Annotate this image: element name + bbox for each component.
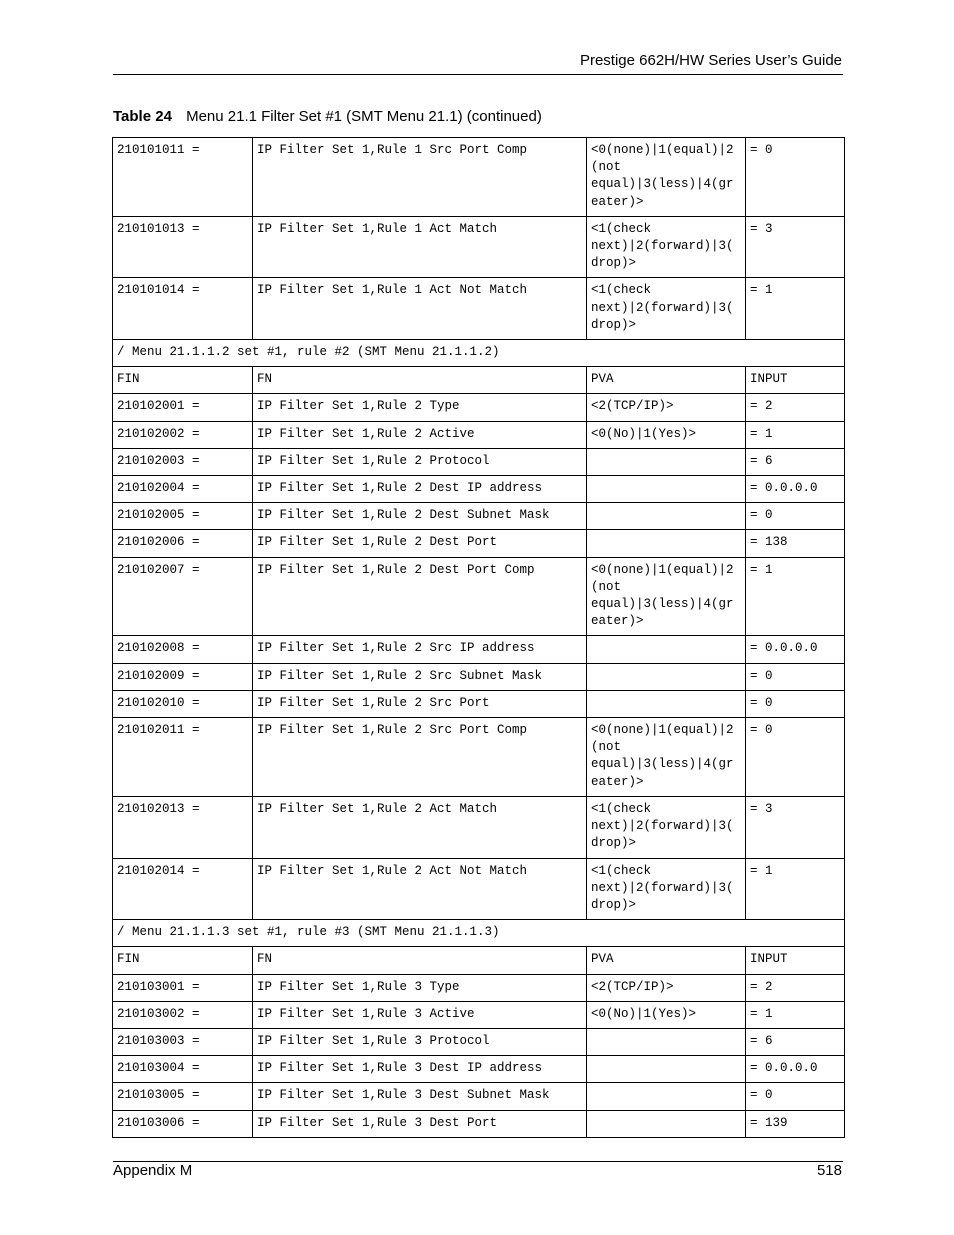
fn-cell: IP Filter Set 1,Rule 2 Act Match (253, 796, 587, 858)
fin-cell: 210103005 = (113, 1083, 253, 1110)
pva-cell (587, 530, 746, 557)
table-row (113, 503, 845, 530)
pva-cell (587, 448, 746, 475)
fn-cell: IP Filter Set 1,Rule 2 Src Port (253, 690, 587, 717)
fin-cell: 210102004 = (113, 476, 253, 503)
input-cell: = 1 (746, 858, 845, 920)
table-caption-label: Table 24 (113, 108, 172, 125)
fn-cell: IP Filter Set 1,Rule 3 Protocol (253, 1028, 587, 1055)
input-cell: = 6 (746, 1028, 845, 1055)
pva-cell (587, 1056, 746, 1083)
section-row (113, 920, 845, 947)
pva-cell (587, 690, 746, 717)
fn-cell: IP Filter Set 1,Rule 2 Dest Subnet Mask (253, 503, 587, 530)
input-cell: INPUT (746, 947, 845, 974)
page-header-title: Prestige 662H/HW Series User’s Guide (579, 52, 842, 69)
table-row (113, 796, 845, 858)
table-row (113, 974, 845, 1001)
table-row (113, 448, 845, 475)
pva-cell: <0(none)|1(equal)|2(not equal)|3(less)|4(greater)> (587, 138, 746, 217)
input-cell: = 0.0.0.0 (746, 636, 845, 663)
input-cell: = 3 (746, 796, 845, 858)
table-row (113, 1028, 845, 1055)
input-cell: = 0 (746, 138, 845, 217)
fin-cell: 210103004 = (113, 1056, 253, 1083)
footer-section-label: Appendix M (113, 1162, 193, 1179)
table-row (113, 858, 845, 920)
pva-cell: <0(No)|1(Yes)> (587, 1001, 746, 1028)
table-row (113, 1110, 845, 1137)
input-cell: = 6 (746, 448, 845, 475)
pva-cell: <1(check next)|2(forward)|3(drop)> (587, 216, 746, 278)
fn-cell: IP Filter Set 1,Rule 2 Dest Port Comp (253, 557, 587, 636)
fin-cell: 210102013 = (113, 796, 253, 858)
fin-cell: 210102014 = (113, 858, 253, 920)
fn-cell: IP Filter Set 1,Rule 1 Act Match (253, 216, 587, 278)
footer-page-number: 518 (816, 1162, 842, 1179)
fn-cell: IP Filter Set 1,Rule 2 Dest Port (253, 530, 587, 557)
fin-cell: 210102006 = (113, 530, 253, 557)
input-cell: = 0.0.0.0 (746, 1056, 845, 1083)
table-row (113, 421, 845, 448)
fn-cell: FN (253, 367, 587, 394)
section-heading-cell: / Menu 21.1.1.2 set #1, rule #2 (SMT Menu 21.1.1.2) (113, 340, 845, 367)
table-row (113, 367, 845, 394)
pva-cell (587, 1110, 746, 1137)
fn-cell: IP Filter Set 1,Rule 3 Type (253, 974, 587, 1001)
table-row (113, 530, 845, 557)
fn-cell: IP Filter Set 1,Rule 3 Dest IP address (253, 1056, 587, 1083)
fn-cell: IP Filter Set 1,Rule 1 Src Port Comp (253, 138, 587, 217)
table-row (113, 718, 845, 797)
input-cell: INPUT (746, 367, 845, 394)
section-row (113, 340, 845, 367)
table-row (113, 557, 845, 636)
input-cell: = 0 (746, 718, 845, 797)
fin-cell: FIN (113, 367, 253, 394)
fin-cell: 210102001 = (113, 394, 253, 421)
pva-cell (587, 503, 746, 530)
input-cell: = 1 (746, 557, 845, 636)
fn-cell: IP Filter Set 1,Rule 2 Src Port Comp (253, 718, 587, 797)
fn-cell: IP Filter Set 1,Rule 2 Dest IP address (253, 476, 587, 503)
fin-cell: 210102005 = (113, 503, 253, 530)
fin-cell: 210102009 = (113, 663, 253, 690)
pva-cell (587, 663, 746, 690)
fn-cell: IP Filter Set 1,Rule 1 Act Not Match (253, 278, 587, 340)
footer-divider (113, 1161, 843, 1162)
table-row (113, 947, 845, 974)
pva-cell: <0(none)|1(equal)|2(not equal)|3(less)|4(greater)> (587, 557, 746, 636)
table-row (113, 394, 845, 421)
table-caption-text: Menu 21.1 Filter Set #1 (SMT Menu 21.1) (continued) (186, 108, 542, 125)
input-cell: = 0 (746, 663, 845, 690)
pva-cell: <2(TCP/IP)> (587, 974, 746, 1001)
fin-cell: 210101013 = (113, 216, 253, 278)
header-divider (113, 74, 843, 75)
pva-cell (587, 1083, 746, 1110)
pva-cell (587, 476, 746, 503)
input-cell: = 0.0.0.0 (746, 476, 845, 503)
input-cell: = 0 (746, 690, 845, 717)
fn-cell: IP Filter Set 1,Rule 2 Protocol (253, 448, 587, 475)
fin-cell: 210103003 = (113, 1028, 253, 1055)
pva-cell: <0(none)|1(equal)|2(not equal)|3(less)|4(greater)> (587, 718, 746, 797)
fin-cell: 210103001 = (113, 974, 253, 1001)
pva-cell: <1(check next)|2(forward)|3(drop)> (587, 278, 746, 340)
table-caption (113, 108, 542, 125)
table-row (113, 476, 845, 503)
table-row (113, 636, 845, 663)
input-cell: = 0 (746, 1083, 845, 1110)
fn-cell: IP Filter Set 1,Rule 3 Dest Port (253, 1110, 587, 1137)
fn-cell: IP Filter Set 1,Rule 3 Active (253, 1001, 587, 1028)
table-row (113, 138, 845, 217)
fn-cell: IP Filter Set 1,Rule 2 Src Subnet Mask (253, 663, 587, 690)
fin-cell: 210101014 = (113, 278, 253, 340)
table-row (113, 1056, 845, 1083)
table-row (113, 216, 845, 278)
fin-cell: 210102002 = (113, 421, 253, 448)
table-row (113, 663, 845, 690)
pva-cell: <1(check next)|2(forward)|3(drop)> (587, 858, 746, 920)
fn-cell: IP Filter Set 1,Rule 3 Dest Subnet Mask (253, 1083, 587, 1110)
fn-cell: IP Filter Set 1,Rule 2 Type (253, 394, 587, 421)
fn-cell: IP Filter Set 1,Rule 2 Act Not Match (253, 858, 587, 920)
fin-cell: 210102007 = (113, 557, 253, 636)
section-heading-cell: / Menu 21.1.1.3 set #1, rule #3 (SMT Menu 21.1.1.3) (113, 920, 845, 947)
fn-cell: IP Filter Set 1,Rule 2 Src IP address (253, 636, 587, 663)
fin-cell: FIN (113, 947, 253, 974)
fn-cell: IP Filter Set 1,Rule 2 Active (253, 421, 587, 448)
pva-cell (587, 1028, 746, 1055)
fin-cell: 210101011 = (113, 138, 253, 217)
pva-cell: <0(No)|1(Yes)> (587, 421, 746, 448)
table-row (113, 690, 845, 717)
input-cell: = 2 (746, 974, 845, 1001)
fin-cell: 210102011 = (113, 718, 253, 797)
input-cell: = 0 (746, 503, 845, 530)
table-row (113, 1083, 845, 1110)
pva-cell: <1(check next)|2(forward)|3(drop)> (587, 796, 746, 858)
pva-cell: PVA (587, 367, 746, 394)
input-cell: = 1 (746, 278, 845, 340)
pva-cell: <2(TCP/IP)> (587, 394, 746, 421)
pva-cell: PVA (587, 947, 746, 974)
pva-cell (587, 636, 746, 663)
fin-cell: 210103006 = (113, 1110, 253, 1137)
input-cell: = 138 (746, 530, 845, 557)
fin-cell: 210102010 = (113, 690, 253, 717)
input-cell: = 1 (746, 421, 845, 448)
filter-set-table (112, 137, 845, 1138)
table-row (113, 278, 845, 340)
input-cell: = 2 (746, 394, 845, 421)
input-cell: = 1 (746, 1001, 845, 1028)
fn-cell: FN (253, 947, 587, 974)
fin-cell: 210103002 = (113, 1001, 253, 1028)
fin-cell: 210102003 = (113, 448, 253, 475)
fin-cell: 210102008 = (113, 636, 253, 663)
input-cell: = 3 (746, 216, 845, 278)
table-row (113, 1001, 845, 1028)
input-cell: = 139 (746, 1110, 845, 1137)
